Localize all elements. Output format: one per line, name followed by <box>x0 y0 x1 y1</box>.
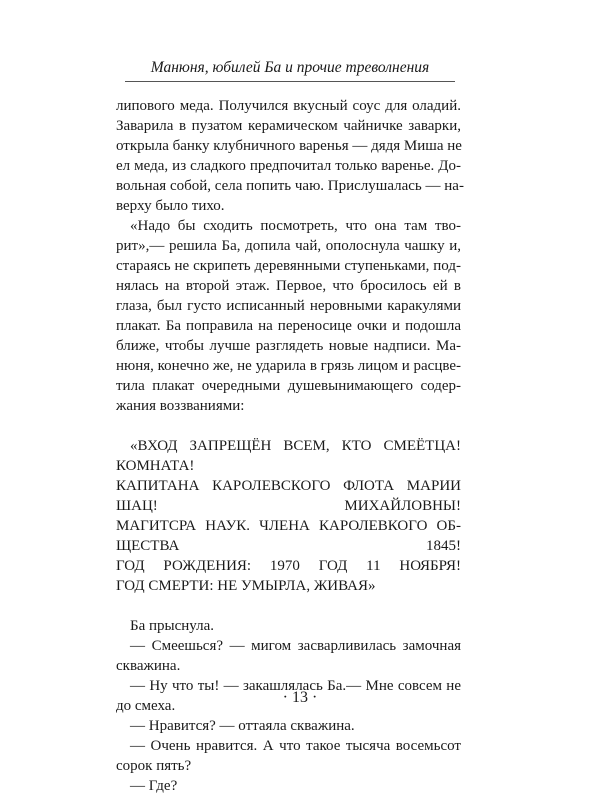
text-line: — Ну что ты! — закашлялась Ба.— Мне совсем не <box>130 678 461 694</box>
text-line: МАГИТСРА НАУК. ЧЛЕНА КАРОЛЕВКОГО ОБ- <box>116 518 461 534</box>
text-line: глаза, был густо исписанный неровными каракулями <box>116 298 461 314</box>
text-line: липового меда. Получился вкусный соус для оладий. <box>116 98 461 114</box>
paragraph <box>116 776 461 796</box>
paragraph <box>116 436 461 596</box>
text-line: ГОД СМЕРТИ: НЕ УМЫРЛА, ЖИВАЯ» <box>116 578 376 594</box>
paragraph <box>116 96 464 216</box>
paragraph <box>116 616 461 636</box>
text-line: плакат. Ба поправила на переносице очки и подошла <box>116 318 461 334</box>
header-rule <box>125 81 455 82</box>
running-head: Манюня, юбилей Ба и прочие треволнения <box>150 59 430 76</box>
text-line: «Надо бы сходить посмотреть, что она там тво- <box>130 218 461 234</box>
blank-line <box>116 416 461 436</box>
text-line: Заварила в пузатом керамическом чайничке заварки, <box>116 118 461 134</box>
text-line: — Где? <box>130 778 178 794</box>
text-line: сорок пять? <box>116 758 192 774</box>
text-line: до смеха. <box>116 698 176 714</box>
paragraph <box>116 716 461 736</box>
text-line: нялась на второй этаж. Первое, что бросилось ей в <box>116 278 461 294</box>
text-line: — Очень нравится. А что такое тысяча восемьсот <box>130 738 461 754</box>
text-line: ШАЦ! МИХАЙЛОВНЫ! <box>116 498 461 514</box>
text-line: нюня, конечно же, не ударила в грязь лицом и расцве- <box>116 358 462 374</box>
blank-line <box>116 596 461 616</box>
page-number: · 13 · <box>282 689 318 706</box>
text-line: рит»,— решила Ба, допила чай, ополоснула чашку и, <box>116 238 461 254</box>
text-line: открыла банку клубничного варенья — дядя Миша не <box>116 138 462 154</box>
text-line: жания воззваниями: <box>116 398 245 414</box>
text-line: вольная собой, села попить чаю. Прислушалась — на- <box>116 178 464 194</box>
text-line: Ба прыснула. <box>130 618 215 634</box>
text-line: скважина. <box>116 658 181 674</box>
text-line: «ВХОД ЗАПРЕЩЁН ВСЕМ, КТО СМЕЁТЦА! <box>130 438 461 454</box>
text-line: — Нравится? — оттаяла скважина. <box>130 718 355 734</box>
paragraph <box>116 636 461 676</box>
text-line: ел меда, из сладкого предпочитал только варенье. До- <box>116 158 461 174</box>
paragraph <box>116 736 461 776</box>
text-line: верху было тихо. <box>116 198 225 214</box>
text-line: КОМНАТА! <box>116 458 195 474</box>
text-line: ЩЕСТВА 1845! <box>116 538 461 554</box>
text-line: ближе, чтобы лучше разглядеть новые надписи. Ма- <box>116 338 461 354</box>
text-line: КАПИТАНА КАРОЛЕВСКОГО ФЛОТА МАРИИ <box>116 478 461 494</box>
paragraph <box>116 216 461 416</box>
text-line: тила плакат очередными душевынимающего содер- <box>116 378 461 394</box>
text-line: — Смеешься? — мигом засварливилась замочная <box>130 638 461 654</box>
text-line: стараясь не скрипеть деревянными ступеньками, под- <box>116 258 461 274</box>
text-line: ГОД РОЖДЕНИЯ: 1970 ГОД 11 НОЯБРЯ! <box>116 558 461 574</box>
